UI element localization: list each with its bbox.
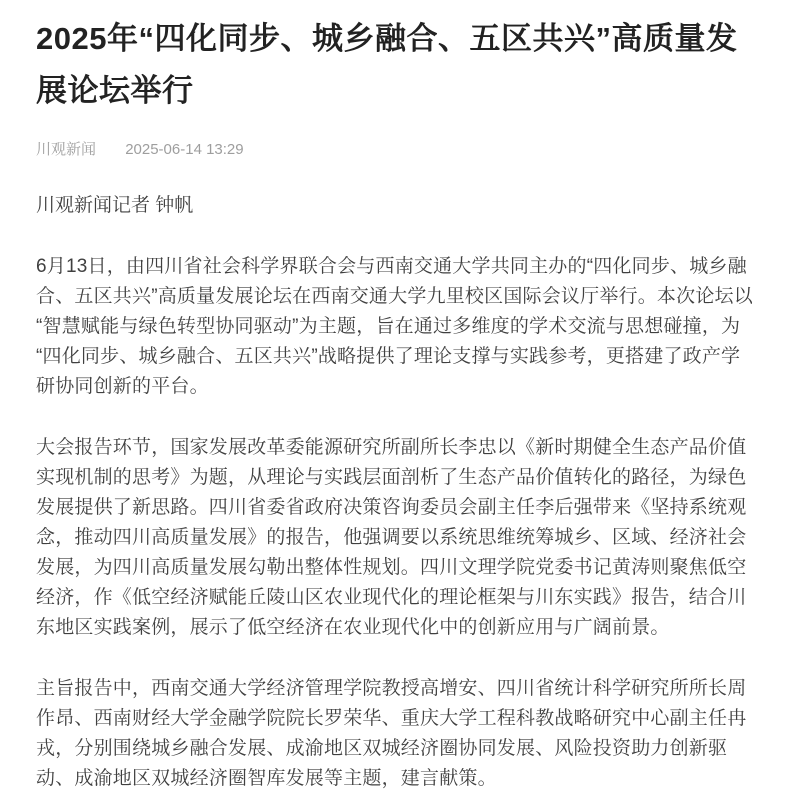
article-byline: 川观新闻记者 钟帆 [36, 195, 194, 216]
article-datetime: 2025-06-14 13:29 [125, 141, 244, 158]
article-paragraph-1: 6月13日，由四川省社会科学界联合会与西南交通大学共同主办的“四化同步、城乡融合、五区共兴”高质量发展论坛在西南交通大学九里校区国际会议厅举行。本次论坛以“智慧赋能与绿色转型协同驱动”为主题，旨在通过多维度的学术交流与思想碰撞，为“四化同步、城乡融合、五区共兴”战略提供了理论支撑与实践参考，更搭建了政产学研协同创新的平台。 [36, 256, 753, 397]
article-title: 2025年“四化同步、城乡融合、五区共兴”高质量发展论坛举行 [36, 21, 738, 108]
article-paragraph-2: 大会报告环节，国家发展改革委能源研究所副所长李忠以《新时期健全生态产品价值实现机制的思考》为题，从理论与实践层面剖析了生态产品价值转化的路径，为绿色发展提供了新思路。四川省委省政府决策咨询委员会副主任李后强带来《坚持系统观念，推动四川高质量发展》的报告，他强调要以系统思维统筹城乡、区域、经济社会发展，为四川高质量发展勾勒出整体性规划。四川文理学院党委书记黄涛则聚焦低空经济，作《低空经济赋能丘陵山区农业现代化的理论框架与川东实践》报告，结合川东地区实践案例，展示了低空经济在农业现代化中的创新应用与广阔前景。 [36, 437, 747, 638]
article-paragraph-3: 主旨报告中，西南交通大学经济管理学院教授高增安、四川省统计科学研究所所长周作昂、西南财经大学金融学院院长罗荣华、重庆大学工程科教战略研究中心副主任冉戎，分别围绕城乡融合发展、成渝地区双城经济圈协同发展、风险投资助力创新驱动、成渝地区双城经济圈智库发展等主题，建言献策。 [36, 678, 747, 789]
article-source: 川观新闻 [36, 141, 97, 158]
article-meta-row [36, 141, 758, 159]
